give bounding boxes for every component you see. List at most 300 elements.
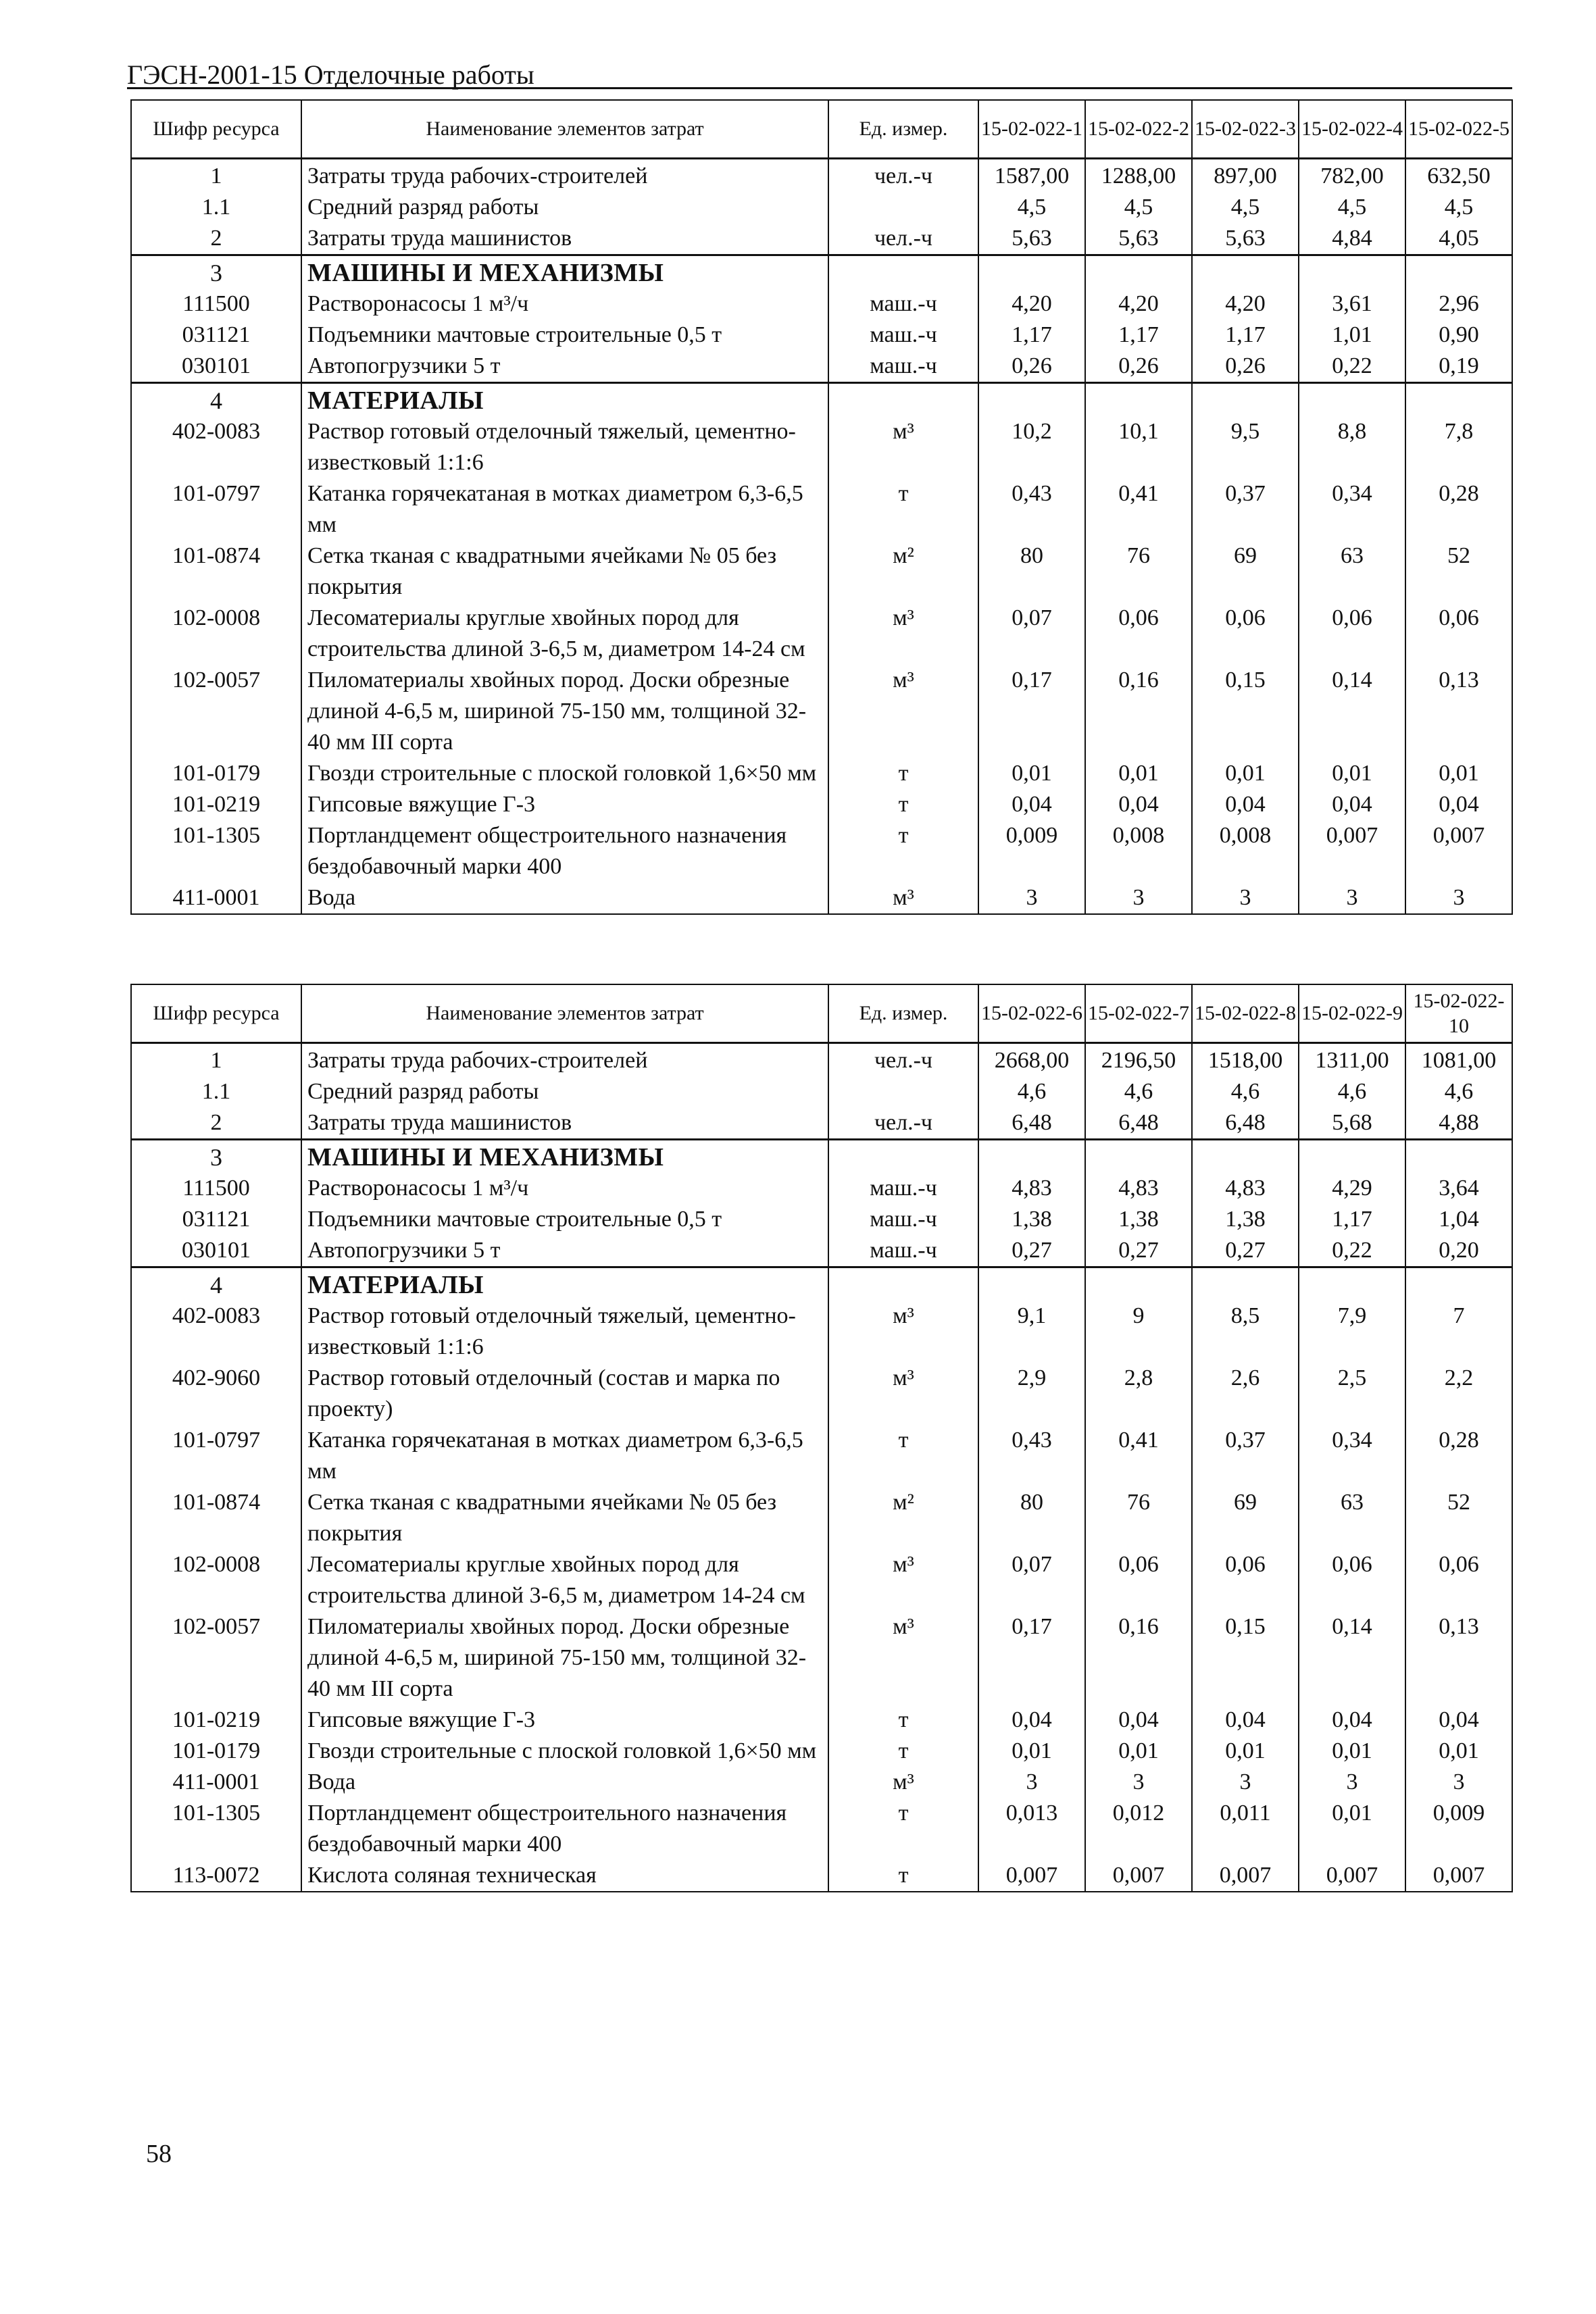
norm-value: 3 xyxy=(1192,1767,1299,1798)
resource-code: 101-0179 xyxy=(131,758,301,789)
resource-code: 1.1 xyxy=(131,1076,301,1107)
norm-value: 3 xyxy=(978,882,1085,914)
unit: т xyxy=(828,1705,978,1736)
unit: т xyxy=(828,1798,978,1860)
resource-code: 031121 xyxy=(131,320,301,351)
norm-value: 63 xyxy=(1299,1487,1405,1549)
unit: м³ xyxy=(828,603,978,665)
resource-code: 030101 xyxy=(131,351,301,383)
table-row xyxy=(131,1487,1512,1549)
unit: м³ xyxy=(828,416,978,478)
norm-value: 4,20 xyxy=(1192,288,1299,320)
norm-value: 3 xyxy=(1299,1767,1405,1798)
cost-element-name: Затраты труда машинистов xyxy=(301,1107,828,1140)
norm-value: 9 xyxy=(1085,1301,1192,1363)
norm-value xyxy=(1085,1139,1192,1173)
norm-value: 3 xyxy=(1405,882,1512,914)
norm-value: 897,00 xyxy=(1192,158,1299,192)
table-row xyxy=(131,603,1512,665)
unit: м³ xyxy=(828,1549,978,1611)
norm-value: 0,22 xyxy=(1299,351,1405,383)
norm-value: 69 xyxy=(1192,540,1299,603)
table-row xyxy=(131,1705,1512,1736)
norm-value: 2,6 xyxy=(1192,1363,1299,1425)
header-norm-code: 15-02-022-10 xyxy=(1405,984,1512,1042)
resource-code: 402-0083 xyxy=(131,416,301,478)
norm-value: 0,01 xyxy=(1192,758,1299,789)
norm-value: 0,04 xyxy=(1192,789,1299,820)
norm-value: 2,2 xyxy=(1405,1363,1512,1425)
cost-element-name: Средний разряд работы xyxy=(301,1076,828,1107)
norm-value: 1288,00 xyxy=(1085,158,1192,192)
norm-value: 0,007 xyxy=(1299,820,1405,882)
norm-value: 0,41 xyxy=(1085,478,1192,540)
table-row xyxy=(131,1425,1512,1487)
unit: маш.-ч xyxy=(828,1173,978,1204)
header-name: Наименование элементов затрат xyxy=(301,984,828,1042)
norm-value: 0,007 xyxy=(1085,1860,1192,1892)
table-row xyxy=(131,1549,1512,1611)
norm-value xyxy=(978,255,1085,288)
unit xyxy=(828,192,978,223)
norm-value xyxy=(1192,1267,1299,1301)
norm-value: 0,007 xyxy=(1405,820,1512,882)
resource-code: 4 xyxy=(131,1267,301,1301)
norm-value: 3 xyxy=(1405,1767,1512,1798)
resource-code: 101-1305 xyxy=(131,820,301,882)
cost-element-name: Портландцемент общестроительного назначения бездобавочный марки 400 xyxy=(301,1798,828,1860)
table-row xyxy=(131,255,1512,288)
cost-element-name: МАШИНЫ И МЕХАНИЗМЫ xyxy=(301,255,828,288)
header-norm-code: 15-02-022-1 xyxy=(978,100,1085,158)
unit xyxy=(828,382,978,416)
cost-element-name: Вода xyxy=(301,1767,828,1798)
table-row xyxy=(131,1107,1512,1140)
norm-value: 4,6 xyxy=(1299,1076,1405,1107)
cost-element-name: Кислота соляная техническая xyxy=(301,1860,828,1892)
unit: т xyxy=(828,1736,978,1767)
cost-element-name: Автопогрузчики 5 т xyxy=(301,351,828,383)
table-row xyxy=(131,1139,1512,1173)
unit xyxy=(828,1267,978,1301)
norm-value: 80 xyxy=(978,1487,1085,1549)
cost-element-name: Лесоматериалы круглые хвойных пород для строительства длиной 3-6,5 м, диаметром 14-24 см xyxy=(301,603,828,665)
norm-value: 4,6 xyxy=(1085,1076,1192,1107)
norm-value xyxy=(1405,1267,1512,1301)
norm-value: 0,01 xyxy=(978,758,1085,789)
norm-value: 4,83 xyxy=(978,1173,1085,1204)
unit: маш.-ч xyxy=(828,320,978,351)
resource-code: 111500 xyxy=(131,1173,301,1204)
resource-code: 402-0083 xyxy=(131,1301,301,1363)
norm-value: 0,04 xyxy=(1192,1705,1299,1736)
cost-element-name: Затраты труда рабочих-строителей xyxy=(301,1042,828,1076)
norm-value: 2,9 xyxy=(978,1363,1085,1425)
resource-code: 101-1305 xyxy=(131,1798,301,1860)
resource-code: 030101 xyxy=(131,1235,301,1267)
norm-value: 0,16 xyxy=(1085,665,1192,758)
norm-table-2 xyxy=(130,984,1513,1892)
cost-element-name: Катанка горячекатаная в мотках диаметром 6,3-6,5 мм xyxy=(301,478,828,540)
table-row xyxy=(131,288,1512,320)
unit: чел.-ч xyxy=(828,158,978,192)
header-norm-code: 15-02-022-5 xyxy=(1405,100,1512,158)
norm-value: 632,50 xyxy=(1405,158,1512,192)
table-body xyxy=(131,1042,1512,1892)
norm-value xyxy=(1192,1139,1299,1173)
norm-value: 0,01 xyxy=(1085,758,1192,789)
resource-code: 3 xyxy=(131,1139,301,1173)
cost-element-name: МАТЕРИАЛЫ xyxy=(301,1267,828,1301)
table-body xyxy=(131,158,1512,914)
norm-value: 0,43 xyxy=(978,478,1085,540)
norm-value: 4,83 xyxy=(1085,1173,1192,1204)
norm-value xyxy=(1085,1267,1192,1301)
norm-value: 7,9 xyxy=(1299,1301,1405,1363)
table-row xyxy=(131,1301,1512,1363)
norm-value: 1081,00 xyxy=(1405,1042,1512,1076)
table-row xyxy=(131,1363,1512,1425)
norm-value: 2,96 xyxy=(1405,288,1512,320)
norm-value: 52 xyxy=(1405,1487,1512,1549)
norm-value: 76 xyxy=(1085,1487,1192,1549)
cost-element-name: Подъемники мачтовые строительные 0,5 т xyxy=(301,1204,828,1235)
norm-value: 4,20 xyxy=(1085,288,1192,320)
norm-value: 63 xyxy=(1299,540,1405,603)
unit xyxy=(828,1076,978,1107)
norm-value: 4,83 xyxy=(1192,1173,1299,1204)
resource-code: 101-0179 xyxy=(131,1736,301,1767)
resource-code: 101-0219 xyxy=(131,1705,301,1736)
unit: чел.-ч xyxy=(828,1042,978,1076)
table-row xyxy=(131,1076,1512,1107)
norm-value: 1,17 xyxy=(1085,320,1192,351)
header-unit: Ед. измер. xyxy=(828,100,978,158)
cost-element-name: Подъемники мачтовые строительные 0,5 т xyxy=(301,320,828,351)
norm-value: 0,19 xyxy=(1405,351,1512,383)
resource-code: 1.1 xyxy=(131,192,301,223)
table-row xyxy=(131,158,1512,192)
norm-value: 1,17 xyxy=(1299,1204,1405,1235)
header-norm-code: 15-02-022-2 xyxy=(1085,100,1192,158)
norm-value: 0,06 xyxy=(1405,1549,1512,1611)
norm-value xyxy=(1192,382,1299,416)
norm-value: 0,013 xyxy=(978,1798,1085,1860)
table-row xyxy=(131,1736,1512,1767)
resource-code: 1 xyxy=(131,1042,301,1076)
unit: маш.-ч xyxy=(828,351,978,383)
norm-value: 1,01 xyxy=(1299,320,1405,351)
norm-value: 0,04 xyxy=(1299,789,1405,820)
norm-value: 5,63 xyxy=(1192,223,1299,255)
norm-value: 0,27 xyxy=(1192,1235,1299,1267)
norm-value xyxy=(1192,255,1299,288)
unit: м³ xyxy=(828,882,978,914)
cost-element-name: Гипсовые вяжущие Г-3 xyxy=(301,789,828,820)
cost-element-name: Раствор готовый отделочный (состав и марка по проекту) xyxy=(301,1363,828,1425)
norm-value: 0,012 xyxy=(1085,1798,1192,1860)
norm-value: 2196,50 xyxy=(1085,1042,1192,1076)
cost-element-name: Вода xyxy=(301,882,828,914)
norm-value: 0,07 xyxy=(978,1549,1085,1611)
norm-value: 0,13 xyxy=(1405,665,1512,758)
norm-value xyxy=(1299,1267,1405,1301)
norm-value: 0,26 xyxy=(978,351,1085,383)
norm-value: 1518,00 xyxy=(1192,1042,1299,1076)
cost-element-name: Средний разряд работы xyxy=(301,192,828,223)
norm-value: 0,43 xyxy=(978,1425,1085,1487)
norm-value xyxy=(1299,255,1405,288)
unit: т xyxy=(828,758,978,789)
resource-code: 101-0797 xyxy=(131,478,301,540)
norm-value xyxy=(1299,382,1405,416)
table-row xyxy=(131,665,1512,758)
norm-value xyxy=(1405,255,1512,288)
norm-value: 0,04 xyxy=(1405,1705,1512,1736)
table-row xyxy=(131,478,1512,540)
header-norm-code: 15-02-022-7 xyxy=(1085,984,1192,1042)
norm-value: 3 xyxy=(1299,882,1405,914)
norm-value: 0,17 xyxy=(978,1611,1085,1705)
norm-value: 1,04 xyxy=(1405,1204,1512,1235)
norm-value: 0,17 xyxy=(978,665,1085,758)
norm-value: 6,48 xyxy=(978,1107,1085,1140)
norm-value: 0,06 xyxy=(1085,1549,1192,1611)
resource-code: 101-0874 xyxy=(131,540,301,603)
resource-code: 4 xyxy=(131,382,301,416)
resource-code: 402-9060 xyxy=(131,1363,301,1425)
cost-element-name: Сетка тканая с квадратными ячейками № 05 без покрытия xyxy=(301,1487,828,1549)
unit xyxy=(828,1139,978,1173)
norm-value: 7 xyxy=(1405,1301,1512,1363)
table-row xyxy=(131,1798,1512,1860)
norm-value xyxy=(1085,255,1192,288)
norm-value xyxy=(978,1139,1085,1173)
table-row xyxy=(131,1042,1512,1076)
norm-value: 2,8 xyxy=(1085,1363,1192,1425)
norm-value: 0,007 xyxy=(1405,1860,1512,1892)
norm-value: 80 xyxy=(978,540,1085,603)
norm-value: 76 xyxy=(1085,540,1192,603)
header-norm-code: 15-02-022-3 xyxy=(1192,100,1299,158)
norm-value: 0,06 xyxy=(1299,1549,1405,1611)
norm-value: 0,01 xyxy=(978,1736,1085,1767)
norm-value: 0,14 xyxy=(1299,665,1405,758)
header-name: Наименование элементов затрат xyxy=(301,100,828,158)
norm-value: 1,38 xyxy=(1085,1204,1192,1235)
cost-element-name: Затраты труда рабочих-строителей xyxy=(301,158,828,192)
resource-code: 2 xyxy=(131,223,301,255)
norm-value: 0,01 xyxy=(1405,758,1512,789)
norm-value: 0,009 xyxy=(1405,1798,1512,1860)
norm-value: 5,68 xyxy=(1299,1107,1405,1140)
table-header xyxy=(131,100,1512,158)
norm-value: 69 xyxy=(1192,1487,1299,1549)
cost-element-name: Затраты труда машинистов xyxy=(301,223,828,255)
cost-element-name: Гвозди строительные с плоской головкой 1,6×50 мм xyxy=(301,758,828,789)
unit: т xyxy=(828,820,978,882)
table-row xyxy=(131,1860,1512,1892)
norm-value: 3 xyxy=(978,1767,1085,1798)
norm-value: 0,26 xyxy=(1192,351,1299,383)
cost-element-name: Катанка горячекатаная в мотках диаметром 6,3-6,5 мм xyxy=(301,1425,828,1487)
norm-value xyxy=(1299,1139,1405,1173)
norm-value: 52 xyxy=(1405,540,1512,603)
unit: т xyxy=(828,1860,978,1892)
cost-element-name: Растворонасосы 1 м³/ч xyxy=(301,288,828,320)
norm-value: 0,13 xyxy=(1405,1611,1512,1705)
norm-value: 0,01 xyxy=(1192,1736,1299,1767)
norm-value: 0,28 xyxy=(1405,1425,1512,1487)
norm-value: 0,22 xyxy=(1299,1235,1405,1267)
resource-code: 2 xyxy=(131,1107,301,1140)
norm-value: 0,90 xyxy=(1405,320,1512,351)
resource-code: 3 xyxy=(131,255,301,288)
norm-value: 0,04 xyxy=(1405,789,1512,820)
norm-value: 4,5 xyxy=(1405,192,1512,223)
unit: м³ xyxy=(828,1767,978,1798)
cost-element-name: Пиломатериалы хвойных пород. Доски обрезные длиной 4-6,5 м, шириной 75-150 мм, толщиной 32-40 мм III сорта xyxy=(301,665,828,758)
norm-value: 0,37 xyxy=(1192,1425,1299,1487)
cost-element-name: МАТЕРИАЛЫ xyxy=(301,382,828,416)
norm-value: 1,38 xyxy=(978,1204,1085,1235)
unit: т xyxy=(828,478,978,540)
norm-value: 4,6 xyxy=(978,1076,1085,1107)
norm-value: 8,8 xyxy=(1299,416,1405,478)
norm-value: 0,27 xyxy=(978,1235,1085,1267)
norm-value: 5,63 xyxy=(978,223,1085,255)
table-row xyxy=(131,382,1512,416)
norm-value xyxy=(1085,382,1192,416)
norm-value xyxy=(1405,1139,1512,1173)
resource-code: 102-0057 xyxy=(131,1611,301,1705)
unit: м³ xyxy=(828,1363,978,1425)
norm-value: 0,20 xyxy=(1405,1235,1512,1267)
norm-value: 0,04 xyxy=(1085,1705,1192,1736)
norm-value: 0,06 xyxy=(1192,603,1299,665)
cost-element-name: Раствор готовый отделочный тяжелый, цементно-известковый 1:1:6 xyxy=(301,416,828,478)
page-number: 58 xyxy=(146,2140,172,2168)
norm-value: 0,01 xyxy=(1405,1736,1512,1767)
table-row xyxy=(131,320,1512,351)
norm-value: 0,04 xyxy=(978,1705,1085,1736)
cost-element-name: Гипсовые вяжущие Г-3 xyxy=(301,1705,828,1736)
norm-value: 0,16 xyxy=(1085,1611,1192,1705)
norm-value: 0,26 xyxy=(1085,351,1192,383)
cost-element-name: Сетка тканая с квадратными ячейками № 05 без покрытия xyxy=(301,540,828,603)
header-rule xyxy=(127,87,1512,89)
cost-element-name: Гвозди строительные с плоской головкой 1,6×50 мм xyxy=(301,1736,828,1767)
header-norm-code: 15-02-022-8 xyxy=(1192,984,1299,1042)
norm-value: 0,04 xyxy=(978,789,1085,820)
norm-value: 0,04 xyxy=(1299,1705,1405,1736)
norm-value: 10,2 xyxy=(978,416,1085,478)
norm-value: 0,06 xyxy=(1405,603,1512,665)
norm-value: 2,5 xyxy=(1299,1363,1405,1425)
header-unit: Ед. измер. xyxy=(828,984,978,1042)
cost-element-name: Растворонасосы 1 м³/ч xyxy=(301,1173,828,1204)
norm-value: 4,29 xyxy=(1299,1173,1405,1204)
header-norm-code: 15-02-022-6 xyxy=(978,984,1085,1042)
norm-table-1 xyxy=(130,99,1513,915)
norm-value: 4,6 xyxy=(1192,1076,1299,1107)
cost-element-name: Портландцемент общестроительного назначения бездобавочный марки 400 xyxy=(301,820,828,882)
norm-value: 4,20 xyxy=(978,288,1085,320)
cost-element-name: МАШИНЫ И МЕХАНИЗМЫ xyxy=(301,1139,828,1173)
norm-value: 0,28 xyxy=(1405,478,1512,540)
table-row xyxy=(131,1204,1512,1235)
resource-code: 102-0008 xyxy=(131,1549,301,1611)
table-row xyxy=(131,820,1512,882)
resource-code: 1 xyxy=(131,158,301,192)
cost-element-name: Пиломатериалы хвойных пород. Доски обрезные длиной 4-6,5 м, шириной 75-150 мм, толщиной 32-40 мм III сорта xyxy=(301,1611,828,1705)
norm-value: 0,01 xyxy=(1085,1736,1192,1767)
norm-value: 3 xyxy=(1085,1767,1192,1798)
norm-value: 0,06 xyxy=(1085,603,1192,665)
unit: м² xyxy=(828,540,978,603)
norm-value: 1,17 xyxy=(978,320,1085,351)
norm-value: 0,011 xyxy=(1192,1798,1299,1860)
norm-value: 9,5 xyxy=(1192,416,1299,478)
table-row xyxy=(131,1235,1512,1267)
norm-value: 0,06 xyxy=(1192,1549,1299,1611)
norm-value: 4,84 xyxy=(1299,223,1405,255)
resource-code: 101-0797 xyxy=(131,1425,301,1487)
norm-value: 5,63 xyxy=(1085,223,1192,255)
resource-code: 111500 xyxy=(131,288,301,320)
norm-value: 0,15 xyxy=(1192,1611,1299,1705)
norm-value: 1587,00 xyxy=(978,158,1085,192)
norm-value: 0,41 xyxy=(1085,1425,1192,1487)
unit: маш.-ч xyxy=(828,1204,978,1235)
unit: маш.-ч xyxy=(828,1235,978,1267)
norm-value: 4,5 xyxy=(1085,192,1192,223)
resource-code: 031121 xyxy=(131,1204,301,1235)
norm-value: 3 xyxy=(1085,882,1192,914)
unit: маш.-ч xyxy=(828,288,978,320)
norm-value: 4,88 xyxy=(1405,1107,1512,1140)
norm-value: 782,00 xyxy=(1299,158,1405,192)
norm-value: 0,009 xyxy=(978,820,1085,882)
norm-value: 0,14 xyxy=(1299,1611,1405,1705)
norm-value: 6,48 xyxy=(1085,1107,1192,1140)
norm-value: 0,01 xyxy=(1299,1798,1405,1860)
unit: т xyxy=(828,789,978,820)
table-row xyxy=(131,1267,1512,1301)
unit: чел.-ч xyxy=(828,1107,978,1140)
norm-value: 1311,00 xyxy=(1299,1042,1405,1076)
cost-element-name: Раствор готовый отделочный тяжелый, цементно-известковый 1:1:6 xyxy=(301,1301,828,1363)
norm-value xyxy=(978,382,1085,416)
norm-value: 10,1 xyxy=(1085,416,1192,478)
norm-value: 2668,00 xyxy=(978,1042,1085,1076)
resource-code: 102-0008 xyxy=(131,603,301,665)
unit: м³ xyxy=(828,1611,978,1705)
unit: м³ xyxy=(828,665,978,758)
table-row xyxy=(131,1767,1512,1798)
norm-value: 4,6 xyxy=(1405,1076,1512,1107)
table-row xyxy=(131,758,1512,789)
table-row xyxy=(131,416,1512,478)
resource-code: 411-0001 xyxy=(131,1767,301,1798)
norm-value: 0,007 xyxy=(1299,1860,1405,1892)
header-code: Шифр ресурса xyxy=(131,984,301,1042)
norm-value: 9,1 xyxy=(978,1301,1085,1363)
resource-code: 113-0072 xyxy=(131,1860,301,1892)
norm-value: 0,34 xyxy=(1299,478,1405,540)
table-row xyxy=(131,223,1512,255)
resource-code: 101-0219 xyxy=(131,789,301,820)
